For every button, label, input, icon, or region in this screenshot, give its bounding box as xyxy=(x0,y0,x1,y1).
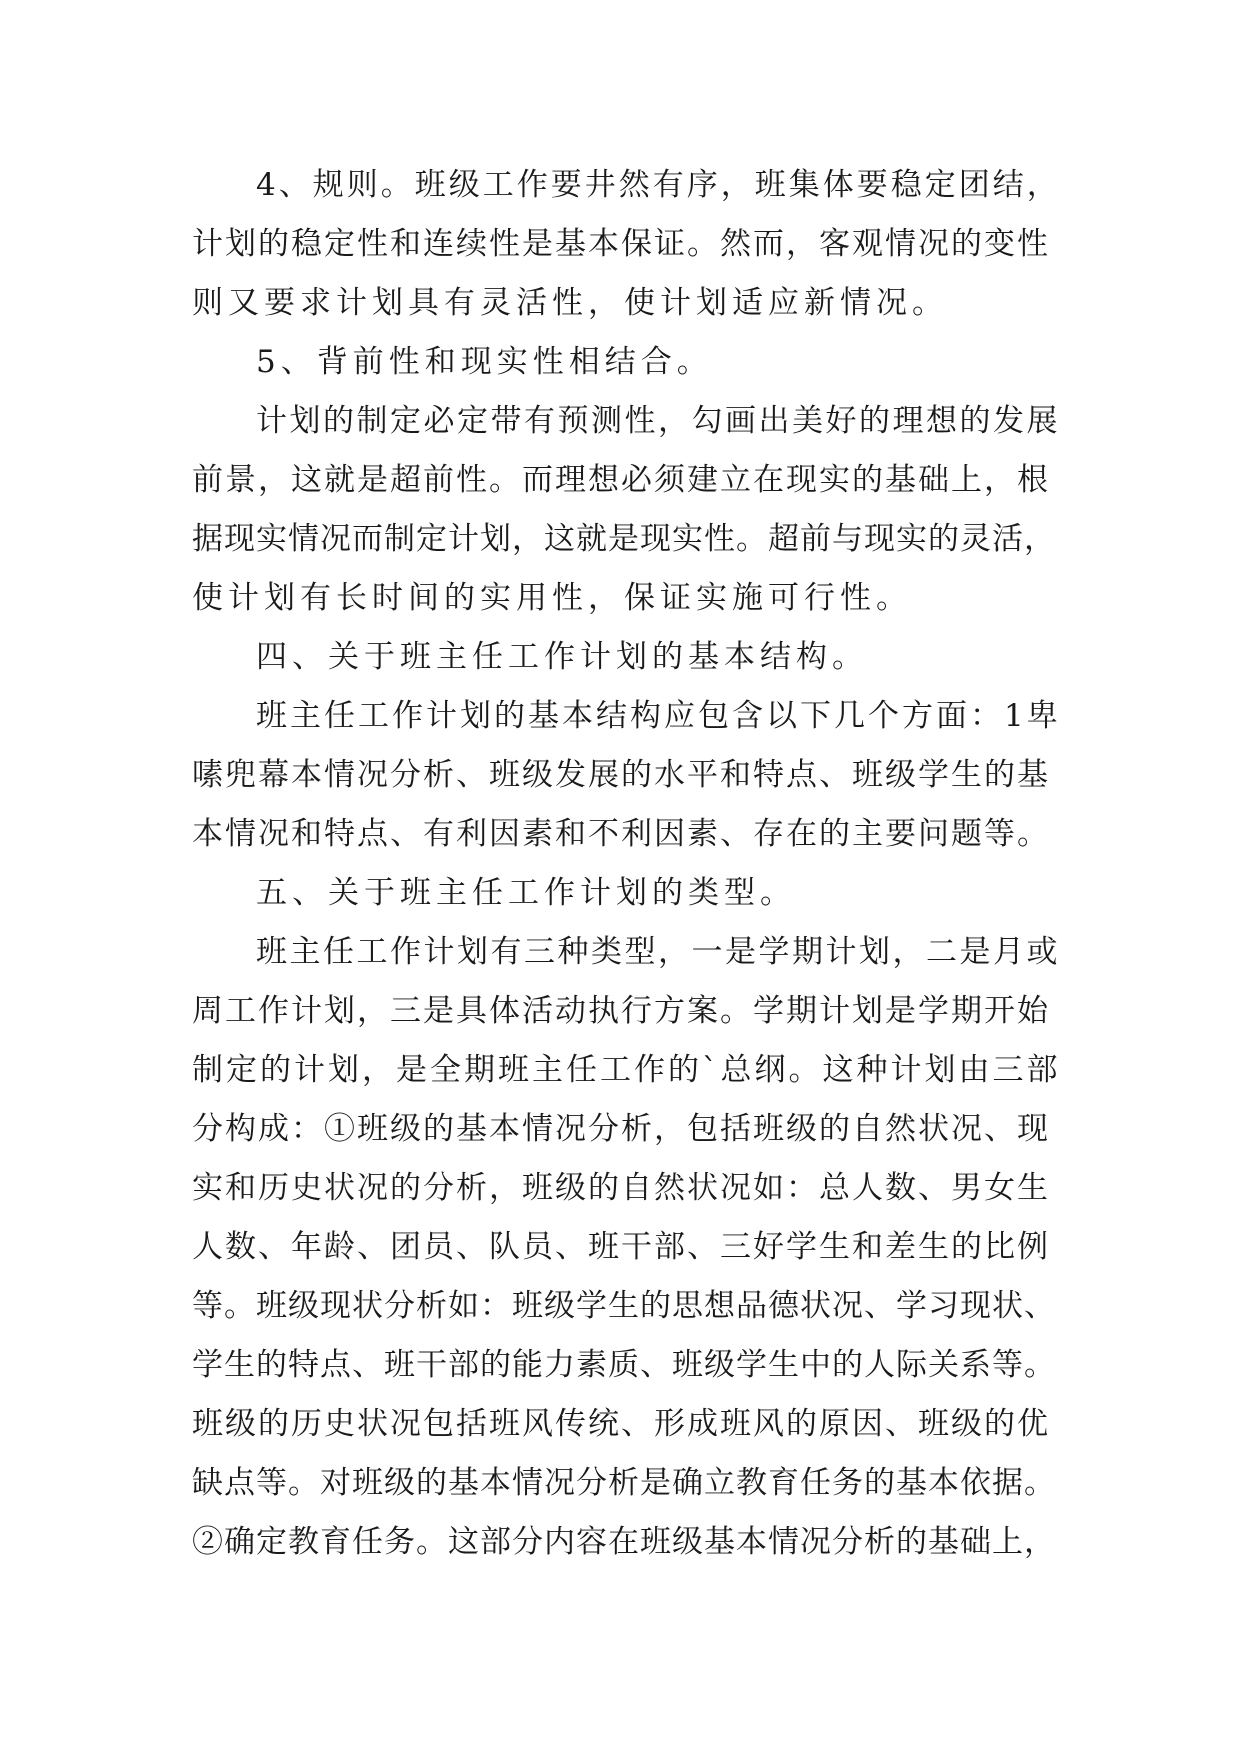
text-line: 4、规则。班级工作要井然有序，班集体要稳定团结， xyxy=(256,167,1061,203)
text-line: 五、关于班主任工作计划的类型。 xyxy=(256,875,796,911)
text-line: 班主任工作计划有三种类型，一是学期计划，二是月或 xyxy=(256,934,1060,970)
text-line: 实和历史状况的分析，班级的自然状况如：总人数、男女生 xyxy=(192,1170,1050,1206)
text-line: 5、背前性和现实性相结合。 xyxy=(256,344,713,380)
text-line: 计划的稳定性和连续性是基本保证。然而，客观情况的变性 xyxy=(192,226,1050,262)
text-line: ②确定教育任务。这部分内容在班级基本情况分析的基础上， xyxy=(192,1524,1056,1560)
text-line: 学生的特点、班干部的能力素质、班级学生中的人际关系等。 xyxy=(192,1347,1056,1383)
text-line: 周工作计划，三是具体活动执行方案。学期计划是学期开始 xyxy=(192,993,1050,1029)
text-line: 班级的历史状况包括班风传统、形成班风的原因、班级的优 xyxy=(192,1406,1050,1442)
text-line: 据现实情况而制定计划，这就是现实性。超前与现实的灵活， xyxy=(192,521,1056,557)
text-line: 则又要求计划具有灵活性，使计划适应新情况。 xyxy=(192,285,948,321)
body-text xyxy=(192,156,1062,1572)
text-line: 班主任工作计划的基本结构应包含以下几个方面：1卑 xyxy=(256,698,1061,734)
text-line: 缺点等。对班级的基本情况分析是确立教育任务的基本依据。 xyxy=(192,1465,1056,1501)
text-line: 前景，这就是超前性。而理想必须建立在现实的基础上，根 xyxy=(192,462,1050,498)
text-line: 本情况和特点、有利因素和不利因素、存在的主要问题等。 xyxy=(192,816,1050,852)
text-line: 等。班级现状分析如：班级学生的思想品德状况、学习现状、 xyxy=(192,1288,1056,1324)
text-line: 人数、年龄、团员、队员、班干部、三好学生和差生的比例 xyxy=(192,1229,1050,1265)
text-line: 分构成：①班级的基本情况分析，包括班级的自然状况、现 xyxy=(192,1111,1050,1147)
text-line: 使计划有长时间的实用性，保证实施可行性。 xyxy=(192,580,912,616)
text-line: 计划的制定必定带有预测性，勾画出美好的理想的发展 xyxy=(256,403,1060,439)
text-line: 制定的计划，是全期班主任工作的`总纲。这种计划由三部 xyxy=(192,1052,1061,1088)
text-line: 嗉兜幕本情况分析、班级发展的水平和特点、班级学生的基 xyxy=(192,757,1050,793)
text-line: 四、关于班主任工作计划的基本结构。 xyxy=(256,639,868,675)
